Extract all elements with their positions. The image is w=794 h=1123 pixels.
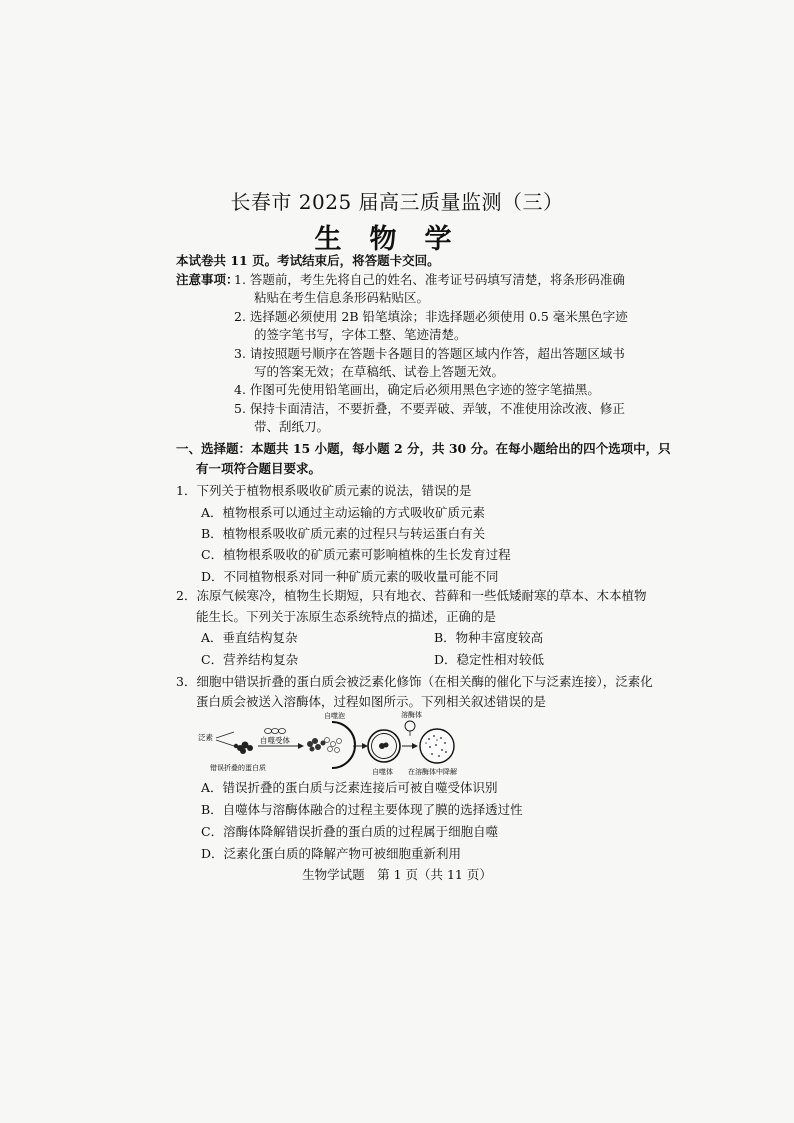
note-3-line-1: 3. 请按照题号顺序在答题卡各题目的答题区域内作答，超出答题区域书 xyxy=(234,346,625,361)
page-footer: 生物学试题 第 1 页（共 11 页） xyxy=(302,867,492,882)
q3-stem-line-1: 3．细胞中错误折叠的蛋白质会被泛素化修饰（在相关酶的催化下与泛素连接），泛素化 xyxy=(176,674,653,689)
exam-title: 长春市 2025 届高三质量监测（三） xyxy=(230,190,564,214)
lysosome-vesicle xyxy=(405,721,415,731)
q2-stem-line-1: 2．冻原气候寒冷，植物生长期短，只有地衣、苔藓和一些低矮耐寒的草本、木本植物 xyxy=(176,588,647,603)
q3-option-a: A．错误折叠的蛋白质与泛素连接后可被自噬受体识别 xyxy=(201,780,498,795)
subject-title: 生物学 xyxy=(314,224,480,255)
misfolded-protein-shape xyxy=(234,742,253,755)
note-4-line-1: 4. 作图可先使用铅笔画出，确定后必须用黑色字迹的签字笔描黑。 xyxy=(234,382,600,397)
q3-option-d: D．泛素化蛋白质的降解产物可被细胞重新利用 xyxy=(201,846,462,861)
q2-option-c: C．营养结构复杂 xyxy=(201,652,299,667)
autolysosome xyxy=(420,729,454,763)
intro-text: 本试卷共 11 页。考试结束后，将答题卡交回。 xyxy=(176,253,440,268)
q2-option-d: D．稳定性相对较低 xyxy=(434,652,545,667)
q3-option-b: B．自噬体与溶酶体融合的过程主要体现了膜的选择透过性 xyxy=(201,802,523,817)
q1-option-c: C．植物根系吸收的矿质元素可影响植株的生长发育过程 xyxy=(201,547,511,562)
label-misfolded-protein: 错误折叠的蛋白质 xyxy=(210,764,266,772)
q1-stem: 1．下列关于植物根系吸收矿质元素的说法，错误的是 xyxy=(176,483,472,498)
ubiquitin-autophagy-diagram xyxy=(196,710,466,780)
q1-option-a: A．植物根系可以通过主动运输的方式吸收矿质元素 xyxy=(201,505,486,520)
q2-option-a: A．垂直结构复杂 xyxy=(201,630,298,645)
note-2-line-1: 2. 选择题必须使用 2B 铅笔填涂；非选择题必须使用 0.5 毫米黑色字迹 xyxy=(234,309,628,324)
ubiquitinated-protein-cluster xyxy=(307,738,326,752)
autophagosome-cargo xyxy=(379,743,389,750)
ubiquitin-pointer-1 xyxy=(216,732,234,738)
label-autophagy-receptor: 自噬受体 xyxy=(260,736,290,745)
notes-label: 注意事项： xyxy=(176,272,239,287)
label-phagophore: 自噬泡 xyxy=(324,712,345,720)
arrow-2-head xyxy=(362,743,368,749)
q2-stem-line-2: 能生长。下列关于冻原生态系统特点的描述，正确的是 xyxy=(196,609,497,624)
note-2-line-2: 的签字笔书写，字体工整、笔迹清楚。 xyxy=(254,327,467,342)
note-5-line-1: 5. 保持卡面清洁，不要折叠，不要弄破、弄皱，不准使用涂改液、修正 xyxy=(234,401,625,416)
q2-option-b: B．物种丰富度较高 xyxy=(434,630,544,645)
note-1-line-2: 粘贴在考生信息条形码粘贴区。 xyxy=(254,290,430,305)
q3-stem-line-2: 蛋白质会被送入溶酶体，过程如图所示。下列相关叙述错误的是 xyxy=(196,694,547,709)
autophagy-receptor-icon xyxy=(265,729,286,734)
ubiquitin-pointer-2 xyxy=(216,740,234,746)
note-3-line-2: 写的答案无效；在草稿纸、试卷上答题无效。 xyxy=(254,364,505,379)
label-lysosome: 溶酶体 xyxy=(401,711,422,719)
section-heading-line-1: 一、选择题：本题共 15 小题，每小题 2 分，共 30 分。在每小题给出的四个选项中，只 xyxy=(176,441,671,456)
label-ubiquitin: 泛素 xyxy=(198,733,213,742)
label-degradation: 在溶酶体中降解 xyxy=(408,768,457,776)
arrow-1-head xyxy=(298,743,304,749)
label-autophagosome: 自噬体 xyxy=(372,768,393,776)
q1-option-b: B．植物根系吸收矿质元素的过程只与转运蛋白有关 xyxy=(201,526,486,541)
q3-option-c: C．溶酶体降解错误折叠的蛋白质的过程属于细胞自噬 xyxy=(201,824,499,839)
note-5-line-2: 带、刮纸刀。 xyxy=(254,419,330,434)
q1-option-d: D．不同植物根系对同一种矿质元素的吸收量可能不同 xyxy=(201,569,499,584)
note-1-line-1: 1. 答题前，考生先将自己的姓名、准考证号码填写清楚，将条形码准确 xyxy=(234,272,625,287)
arrow-4-head xyxy=(412,743,418,749)
phagophore-contents xyxy=(325,738,342,753)
section-heading-line-2: 有一项符合题目要求。 xyxy=(196,461,322,476)
